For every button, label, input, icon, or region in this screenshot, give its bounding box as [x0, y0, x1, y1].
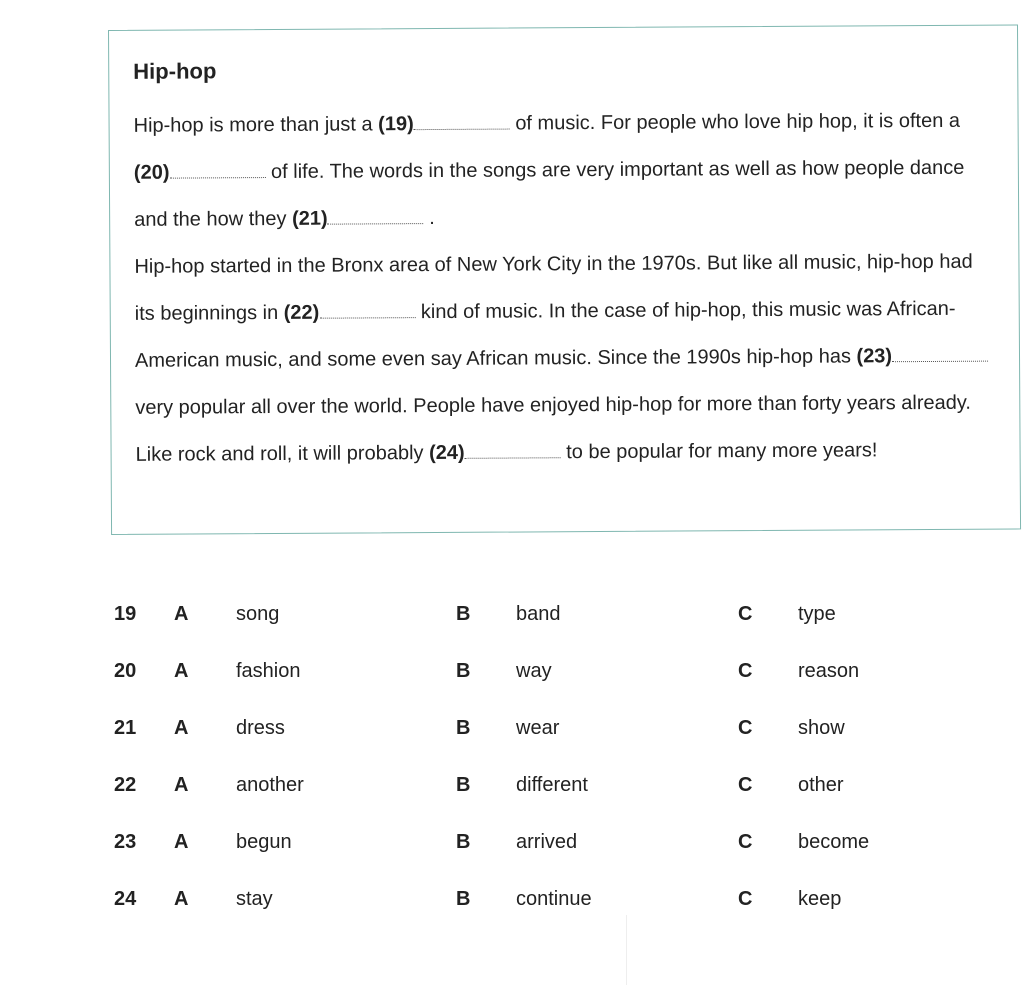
gap-number-23: (23) [856, 345, 893, 368]
text: to be popular for many more years! [560, 439, 878, 464]
option-c-text[interactable]: show [798, 717, 845, 739]
option-a-text[interactable]: song [236, 603, 280, 625]
option-a-letter[interactable]: A [174, 831, 189, 853]
option-c-text[interactable]: keep [798, 888, 842, 910]
text: of life. The words in the songs are very important as well as how people dance and the how they [134, 156, 965, 231]
option-a-text[interactable]: stay [236, 888, 273, 910]
option-c-letter[interactable]: C [738, 831, 753, 853]
gap-22-blank[interactable] [319, 303, 415, 319]
option-b-text[interactable]: different [516, 774, 588, 796]
paragraph-1 [133, 98, 994, 244]
option-a-text[interactable]: another [236, 774, 304, 796]
option-a-letter[interactable]: A [174, 774, 189, 796]
option-c-text[interactable]: type [798, 603, 836, 625]
option-b-text[interactable]: band [516, 603, 561, 625]
text: very popular all over the world. People have enjoyed hip-hop for more than forty years already. Like rock and roll, it will probably [135, 391, 972, 466]
option-b-letter[interactable]: B [456, 831, 471, 853]
option-a-letter[interactable]: A [174, 888, 189, 910]
option-c-text[interactable]: become [798, 831, 870, 853]
question-number: 21 [114, 717, 137, 739]
gap-19-blank[interactable] [414, 115, 510, 131]
answer-options [114, 595, 914, 937]
gap-number-20: (20) [133, 161, 170, 184]
gap-number-22: (22) [283, 301, 320, 324]
question-row-20 [114, 652, 914, 709]
option-b-text[interactable]: arrived [516, 831, 578, 853]
passage-body [133, 98, 995, 479]
gap-24-blank[interactable] [465, 443, 561, 459]
option-b-letter[interactable]: B [456, 774, 471, 796]
option-b-letter[interactable]: B [456, 888, 471, 910]
question-number: 24 [114, 888, 137, 910]
question-number: 22 [114, 774, 137, 796]
question-row-19 [114, 595, 914, 652]
option-c-text[interactable]: other [798, 774, 844, 796]
option-c-letter[interactable]: C [738, 774, 753, 796]
question-row-22 [114, 766, 914, 823]
question-number: 23 [114, 831, 137, 853]
option-c-text[interactable]: reason [798, 660, 860, 682]
gap-number-19: (19) [378, 113, 414, 136]
option-b-text[interactable]: way [516, 660, 552, 682]
gap-21-blank[interactable] [328, 209, 424, 225]
option-c-letter[interactable]: C [738, 888, 753, 910]
option-b-letter[interactable]: B [456, 717, 471, 739]
option-c-letter[interactable]: C [738, 717, 753, 739]
question-number: 20 [114, 660, 137, 682]
divider [626, 915, 627, 985]
gap-number-24: (24) [428, 441, 465, 465]
text: Hip-hop is more than just a [133, 113, 379, 137]
option-b-text[interactable]: continue [516, 888, 592, 910]
passage-title: Hip-hop [133, 58, 217, 84]
text: kind of music. In the case of hip-hop, this music was African-American music, and some even say African music. Since the 1990s hip-hop has [134, 297, 956, 372]
option-a-text[interactable]: fashion [236, 660, 301, 682]
gap-20-blank[interactable] [169, 163, 265, 179]
question-row-24 [114, 880, 914, 937]
option-b-letter[interactable]: B [456, 603, 471, 625]
option-a-text[interactable]: begun [236, 831, 292, 853]
question-number: 19 [114, 603, 137, 625]
option-a-letter[interactable]: A [174, 660, 189, 682]
option-b-text[interactable]: wear [516, 717, 560, 739]
option-c-letter[interactable]: C [738, 660, 753, 682]
paragraph-2 [134, 239, 995, 479]
passage-box [108, 24, 1021, 535]
gap-number-21: (21) [291, 207, 328, 230]
option-b-letter[interactable]: B [456, 660, 471, 682]
text: . [423, 207, 435, 230]
text: Hip-hop started in the Bronx area of New York City in the 1970s. But like all music, hip-hop had its beginnings in [134, 250, 973, 325]
gap-23-blank[interactable] [892, 347, 988, 363]
option-c-letter[interactable]: C [738, 603, 753, 625]
text: of music. For people who love hip hop, it is often a [509, 109, 961, 135]
option-a-text[interactable]: dress [236, 717, 285, 739]
question-row-21 [114, 709, 914, 766]
option-a-letter[interactable]: A [174, 717, 189, 739]
question-row-23 [114, 823, 914, 880]
option-a-letter[interactable]: A [174, 603, 189, 625]
